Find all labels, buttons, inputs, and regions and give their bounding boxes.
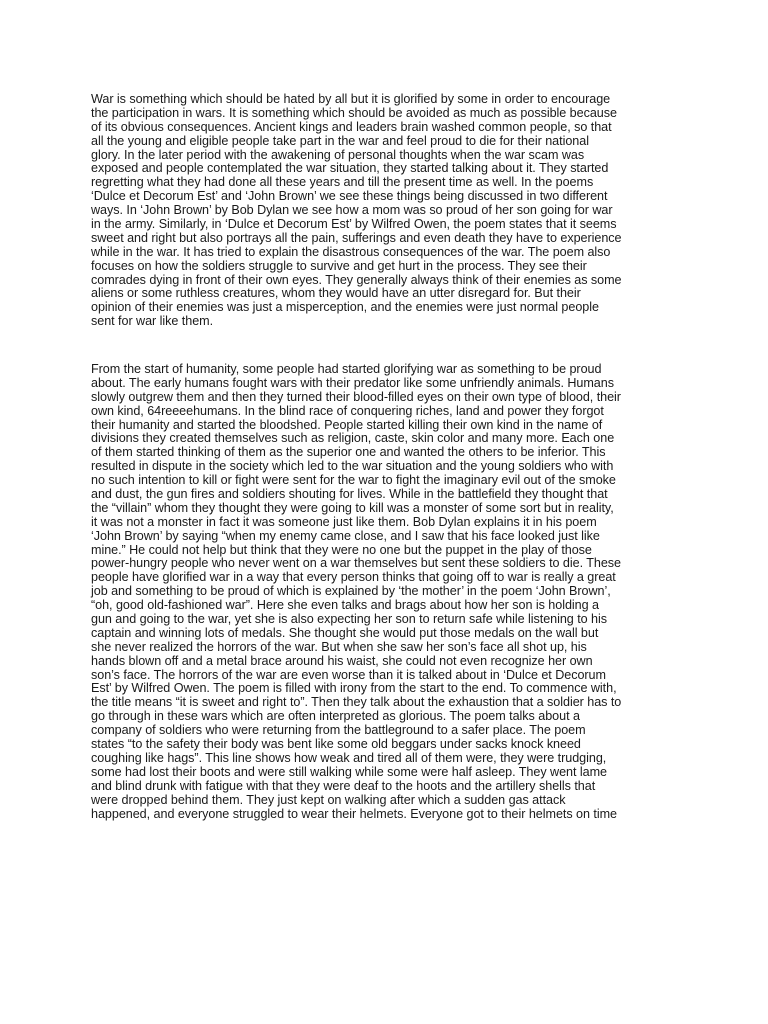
text-line: the “villain” whom they thought they were going to kill was a monster of some sort but in reality,	[91, 500, 614, 515]
text-line: while in the war. It has tried to explain the disastrous consequences of the war. The poem also	[91, 244, 611, 259]
text-line: the participation in wars. It is something which should be avoided as much as possible because	[91, 105, 617, 120]
text-line: “oh, good old-fashioned war”. Here she even talks and brags about how her son is holding a	[91, 598, 599, 613]
text-line: job and something to be proud of which is explained by ‘the mother’ in the poem ‘John Brown’,	[91, 584, 611, 599]
text-line: ways. In ‘John Brown’ by Bob Dylan we see how a mom was so proud of her son going for war	[91, 203, 613, 218]
text-line: comrades dying in front of their own eyes. They generally always think of their enemies as some	[91, 272, 622, 287]
text-line: sent for war like them.	[91, 314, 214, 329]
text-line: regretting what they had done all these years and till the present time as well. In the poems	[91, 175, 594, 190]
text-line: aliens or some ruthless creatures, whom they would have an utter disregard for. But their	[91, 286, 581, 301]
text-line: mine.” He could not help but think that they were no one but the puppet in the play of those	[91, 542, 592, 557]
paragraph-1	[91, 93, 679, 329]
text-line: resulted in dispute in the society which led to the war situation and the young soldiers who with	[91, 459, 614, 474]
text-line: about. The early humans fought wars with their predator like some unfriendly animals. Humans	[91, 375, 614, 390]
text-line: focuses on how the soldiers struggle to survive and get hurt in the process. They see their	[91, 258, 587, 273]
text-line: glory. In the later period with the awakening of personal thoughts when the war scam was	[91, 147, 585, 162]
text-line: exposed and people contemplated the war situation, they started talking about it. They started	[91, 161, 609, 176]
paragraph-2	[91, 363, 679, 821]
text-line: their humanity and started the bloodshed. People started killing their own kind in the name of	[91, 417, 603, 432]
text-line: and blind drunk with fatigue with that they were deaf to the hoots and the artillery shells that	[91, 778, 596, 793]
text-line: and dust, the gun fires and soldiers shouting for lives. While in the battlefield they thought that	[91, 487, 608, 502]
text-line: all the young and eligible people take part in the war and feel proud to die for their national	[91, 133, 589, 148]
text-line: coughing like hags”. This line shows how weak and tired all of them were, they were trudging,	[91, 750, 607, 765]
text-line: own kind, 64reeeehumans. In the blind race of conquering riches, land and power they forgot	[91, 403, 604, 418]
text-line: ‘Dulce et Decorum Est’ and ‘John Brown’ we see these things being discussed in two different	[91, 189, 608, 204]
text-line: she never realized the horrors of the war. But when she saw her son’s face all shot up, his	[91, 639, 587, 654]
text-line: War is something which should be hated by all but it is glorified by some in order to encourage	[91, 92, 611, 106]
text-line: of its obvious consequences. Ancient kings and leaders brain washed common people, so that	[91, 119, 612, 134]
text-line: captain and winning lots of medals. She thought she would put those medals on the wall but	[91, 625, 599, 640]
text-line: company of soldiers who were returning from the battleground to a safer place. The poem	[91, 723, 586, 738]
text-line: sweet and right but also portrays all the pain, sufferings and even death they have to experience	[91, 230, 622, 245]
text-line: go through in these wars which are often interpreted as glorious. The poem talks about a	[91, 709, 580, 724]
text-line: divisions they created themselves such as religion, caste, skin color and many more. Each one	[91, 431, 615, 446]
text-line: the title means “it is sweet and right to”. Then they talk about the exhaustion that a soldier has to	[91, 695, 622, 710]
text-line: gun and going to the war, yet she is also expecting her son to return safe while listening to his	[91, 612, 608, 627]
text-line: happened, and everyone struggled to wear their helmets. Everyone got to their helmets on time	[91, 806, 617, 821]
text-line: states “to the safety their body was bent like some old beggars under sacks knock kneed	[91, 737, 581, 752]
text-line: opinion of their enemies was just a misperception, and the enemies were just normal people	[91, 300, 599, 315]
text-line: no such intention to kill or fight were sent for the war to fight the imaginary evil out of the smoke	[91, 473, 616, 488]
text-line: some had lost their boots and were still walking while some were half asleep. They went lame	[91, 764, 607, 779]
text-line: people have glorified war in a way that every person thinks that going off to war is really a great	[91, 570, 616, 585]
text-line: in the army. Similarly, in ‘Dulce et Decorum Est’ by Wilfred Owen, the poem states that it seems	[91, 217, 617, 232]
text-line: ‘John Brown’ by saying “when my enemy came close, and I saw that his face looked just like	[91, 528, 600, 543]
text-line: From the start of humanity, some people had started glorifying war as something to be proud	[91, 362, 602, 376]
text-line: power-hungry people who never went on a war themselves but sent these soldiers to die. These	[91, 556, 622, 571]
text-line: of them started thinking of them as the superior one and wanted the others to be inferior. This	[91, 445, 606, 460]
text-line: it was not a monster in fact it was someone just like them. Bob Dylan explains it in his poem	[91, 514, 597, 529]
text-line: slowly outgrew them and then they turned their blood-filled eyes on their own type of blood, their	[91, 389, 621, 404]
text-line: hands blown off and a metal brace around his waist, she could not even recognize her own	[91, 653, 593, 668]
text-line: son’s face. The horrors of the war are even worse than it is talked about in ‘Dulce et Decorum	[91, 667, 606, 682]
text-line: were dropped behind them. They just kept on walking after which a sudden gas attack	[91, 792, 566, 807]
text-line: Est’ by Wilfred Owen. The poem is filled with irony from the start to the end. To commence with,	[91, 681, 617, 696]
